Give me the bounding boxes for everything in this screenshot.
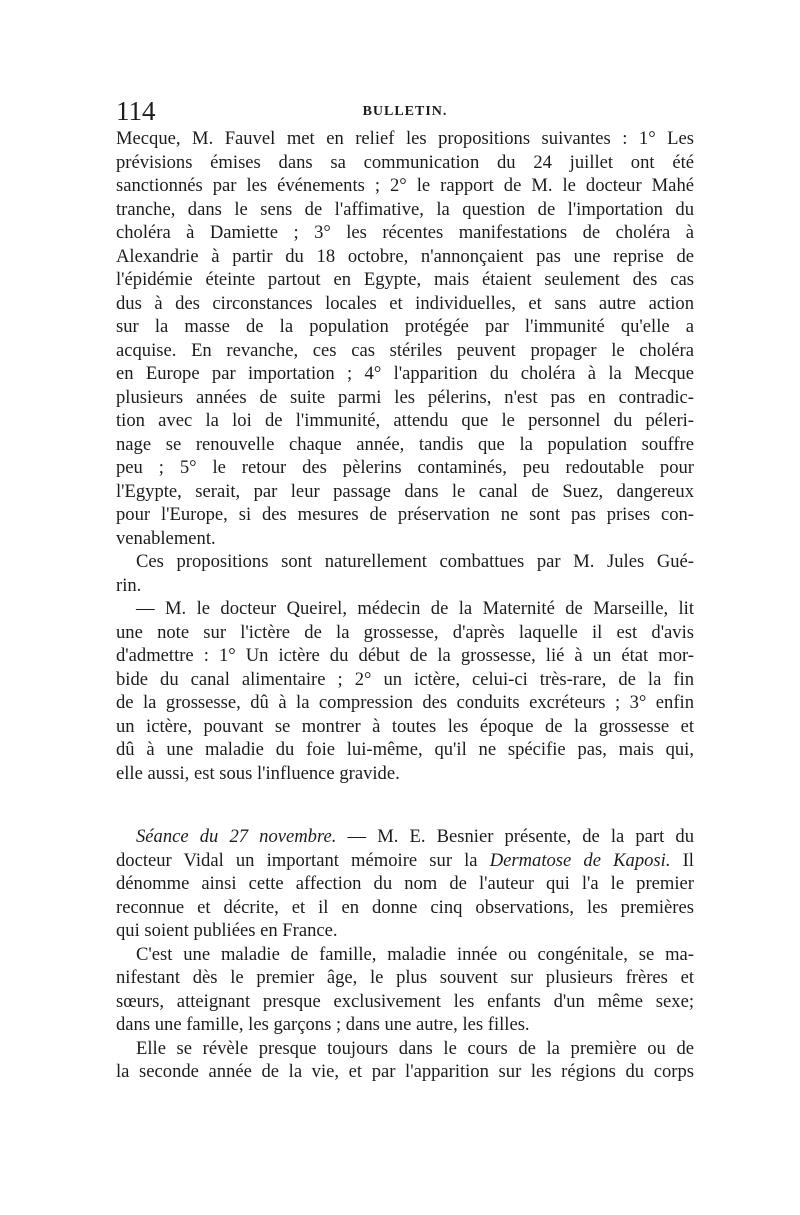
text-line	[116, 825, 694, 849]
paragraph-6	[116, 1037, 694, 1084]
text-line: dans une famille, les garçons ; dans une autre, les filles.	[116, 1014, 530, 1035]
text-line: plusieurs années de suite parmi les pélerins, n'est pas en contradic-	[116, 386, 694, 408]
text-line: choléra à Damiette ; 3° les récentes manifestations de choléra à	[116, 222, 694, 243]
text-line: nifestant dès le premier âge, le plus souvent sur plusieurs frères et	[116, 967, 694, 988]
text-line: tion avec la loi de l'immunité, attendu que le personnel du péleri-	[116, 410, 694, 431]
seance-title: Séance du 27 novembre.	[136, 826, 337, 847]
memoir-title: Dermatose de Kaposi.	[489, 849, 671, 871]
text-line: sœurs, atteignant presque exclusivement les enfants d'un même sexe;	[116, 990, 694, 1012]
text-line: acquise. En revanche, ces cas stériles peuvent propager le choléra	[116, 339, 694, 361]
text-line: — M. le docteur Queirel, médecin de la Maternité de Marseille, lit	[136, 598, 694, 619]
text-line: Ces propositions sont naturellement combattues par M. Jules Gué-	[136, 551, 694, 572]
text-line: sanctionnés par les événements ; 2° le rapport de M. le docteur Mahé	[116, 175, 694, 196]
text-line: elle aussi, est sous l'influence gravide.	[116, 762, 400, 784]
paragraph-2	[116, 550, 694, 597]
text-run: Il	[670, 849, 694, 871]
text-line: dus à des circonstances locales et individuelles, et sans autre action	[116, 292, 694, 314]
text-line: l'épidémie éteinte partout en Egypte, mais étaient seulement des cas	[116, 269, 694, 290]
paragraph-1	[116, 127, 694, 550]
text-run: — M. E. Besnier présente, de la part du	[336, 826, 694, 847]
section-gap	[116, 785, 694, 825]
text-line: dénomme ainsi cette affection du nom de l'auteur qui l'a le premier	[116, 873, 694, 894]
text-line: la seconde année de la vie, et par l'apparition sur les régions du corps	[116, 1061, 694, 1082]
text-line: tranche, dans le sens de l'affimative, la question de l'importation du	[116, 198, 694, 220]
paragraph-5	[116, 943, 694, 1037]
text-run: docteur Vidal un important mémoire sur la	[116, 849, 490, 871]
text-line: pour l'Europe, si des mesures de préservation ne sont pas prises con-	[116, 504, 694, 525]
text-line: reconnue et décrite, et il en donne cinq observations, les premières	[116, 896, 694, 918]
body-text	[116, 127, 694, 1084]
text-line: une note sur l'ictère de la grossesse, d'après laquelle il est d'avis	[116, 621, 694, 643]
text-line: peu ; 5° le retour des pèlerins contaminés, peu redoutable pour	[116, 457, 694, 478]
text-line: Mecque, M. Fauvel met en relief les propositions suivantes : 1° Les	[116, 128, 694, 149]
text-line: Elle se révèle presque toujours dans le cours de la première ou de	[136, 1037, 694, 1059]
text-line: bide du canal alimentaire ; 2° un ictère, celui-ci très-rare, de la fin	[116, 668, 694, 690]
page-header	[116, 96, 694, 130]
text-line	[116, 849, 694, 873]
paragraph-3	[116, 597, 694, 785]
text-line: sur la masse de la population protégée par l'immunité qu'elle a	[116, 316, 694, 337]
text-line: nage se renouvelle chaque année, tandis que la population souffre	[116, 433, 694, 455]
paragraph-4	[116, 825, 694, 943]
text-line: un ictère, pouvant se montrer à toutes les époque de la grossesse et	[116, 715, 694, 737]
running-head: BULLETIN.	[362, 104, 448, 119]
text-line: de la grossesse, dû à la compression des conduits excréteurs ; 3° enfin	[116, 692, 694, 713]
page-number: 114	[116, 96, 156, 126]
text-line: Alexandrie à partir du 18 octobre, n'annonçaient pas une reprise de	[116, 245, 694, 267]
text-line: venablement.	[116, 527, 216, 549]
text-line: prévisions émises dans sa communication du 24 juillet ont été	[116, 151, 694, 173]
text-line: dû à une maladie du foie lui-même, qu'il ne spécifie pas, mais qui,	[116, 739, 694, 760]
text-line: qui soient publiées en France.	[116, 920, 338, 941]
text-line: l'Egypte, serait, par leur passage dans le canal de Suez, dangereux	[116, 480, 694, 502]
text-line: en Europe par importation ; 4° l'apparition du choléra à la Mecque	[116, 363, 694, 384]
text-line: rin.	[116, 574, 142, 596]
text-line: C'est une maladie de famille, maladie innée ou congénitale, se ma-	[136, 943, 694, 965]
text-line: d'admettre : 1° Un ictère du début de la grossesse, lié à un état mor-	[116, 645, 694, 666]
